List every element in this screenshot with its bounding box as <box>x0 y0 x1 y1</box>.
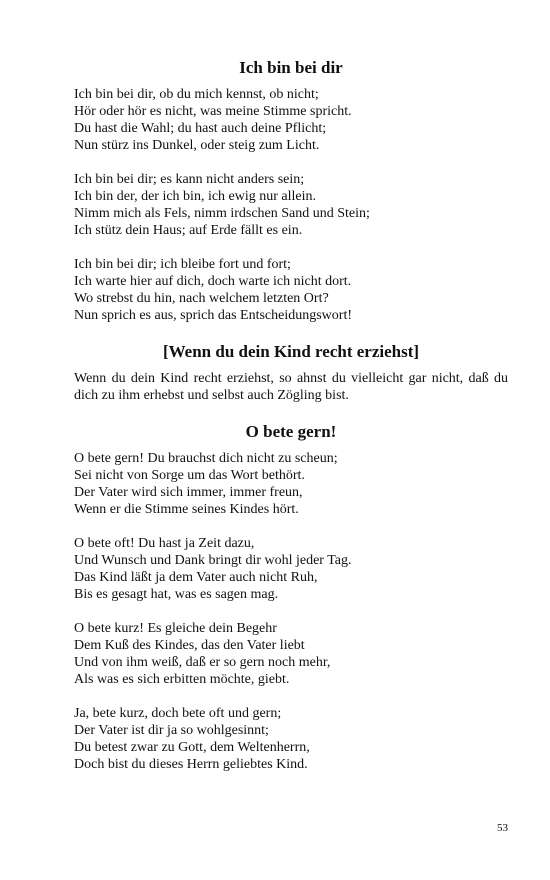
verse-line: Bis es gesagt hat, was es sagen mag. <box>74 587 279 602</box>
stanza <box>74 450 508 518</box>
aphorism-title: [Wenn du dein Kind recht erziehst] <box>162 342 420 361</box>
verse-line: O bete gern! Du brauchst dich nicht zu scheun; <box>74 451 338 466</box>
poem-ich-bin-bei-dir <box>74 57 508 324</box>
poem-body <box>74 450 508 773</box>
verse-line: Du betest zwar zu Gott, dem Weltenherrn, <box>74 740 310 755</box>
aphorism-text: Wenn du dein Kind recht erziehst, so ahnst du vielleicht gar nicht, daß du dich zu ihm erhebst und selbst auch Zögling bist. <box>74 371 508 403</box>
verse-line: Ich stütz dein Haus; auf Erde fällt es ein. <box>74 223 303 238</box>
page-number: 53 <box>497 822 508 834</box>
verse-line: Der Vater ist dir ja so wohlgesinnt; <box>74 723 269 738</box>
verse-line: O bete oft! Du hast ja Zeit dazu, <box>74 536 255 551</box>
verse-line: Sei nicht von Sorge um das Wort bethört. <box>74 468 305 483</box>
verse-line: Nimm mich als Fels, nimm irdschen Sand und Stein; <box>74 206 370 221</box>
stanza <box>74 620 508 688</box>
verse-line: Ich warte hier auf dich, doch warte ich nicht dort. <box>74 274 352 289</box>
stanza <box>74 705 508 773</box>
stanza <box>74 171 508 239</box>
stanza <box>74 86 508 154</box>
verse-line: Als was es sich erbitten möchte, giebt. <box>74 672 290 687</box>
poem-title: O bete gern! <box>245 422 337 441</box>
poem-title: Ich bin bei dir <box>239 58 343 77</box>
verse-line: Wenn er die Stimme seines Kindes hört. <box>74 502 299 517</box>
aphorism-wenn-du-dein-kind <box>74 341 508 404</box>
verse-line: Doch bist du dieses Herrn geliebtes Kind. <box>74 757 308 772</box>
verse-line: Wo strebst du hin, nach welchem letzten Ort? <box>74 291 329 306</box>
book-page <box>74 57 508 790</box>
verse-line: Du hast die Wahl; du hast auch deine Pflicht; <box>74 121 327 136</box>
stanza <box>74 535 508 603</box>
verse-line: Und Wunsch und Dank bringt dir wohl jeder Tag. <box>74 553 352 568</box>
verse-line: Und von ihm weiß, daß er so gern noch mehr, <box>74 655 331 670</box>
verse-line: Das Kind läßt ja dem Vater auch nicht Ruh, <box>74 570 318 585</box>
verse-line: Nun sprich es aus, sprich das Entscheidungswort! <box>74 308 353 323</box>
verse-line: Dem Kuß des Kindes, das den Vater liebt <box>74 638 305 653</box>
verse-line: Ich bin bei dir; ich bleibe fort und fort; <box>74 257 291 272</box>
verse-line: Ich bin bei dir; es kann nicht anders sein; <box>74 172 305 187</box>
verse-line: Nun stürz ins Dunkel, oder steig zum Licht. <box>74 138 320 153</box>
verse-line: Ja, bete kurz, doch bete oft und gern; <box>74 706 282 721</box>
verse-line: Hör oder hör es nicht, was meine Stimme spricht. <box>74 104 352 119</box>
verse-line: Der Vater wird sich immer, immer freun, <box>74 485 303 500</box>
poem-body <box>74 86 508 324</box>
poem-o-bete-gern <box>74 421 508 773</box>
verse-line: O bete kurz! Es gleiche dein Begehr <box>74 621 277 636</box>
verse-line: Ich bin bei dir, ob du mich kennst, ob nicht; <box>74 87 319 102</box>
stanza <box>74 256 508 324</box>
verse-line: Ich bin der, der ich bin, ich ewig nur allein. <box>74 189 317 204</box>
